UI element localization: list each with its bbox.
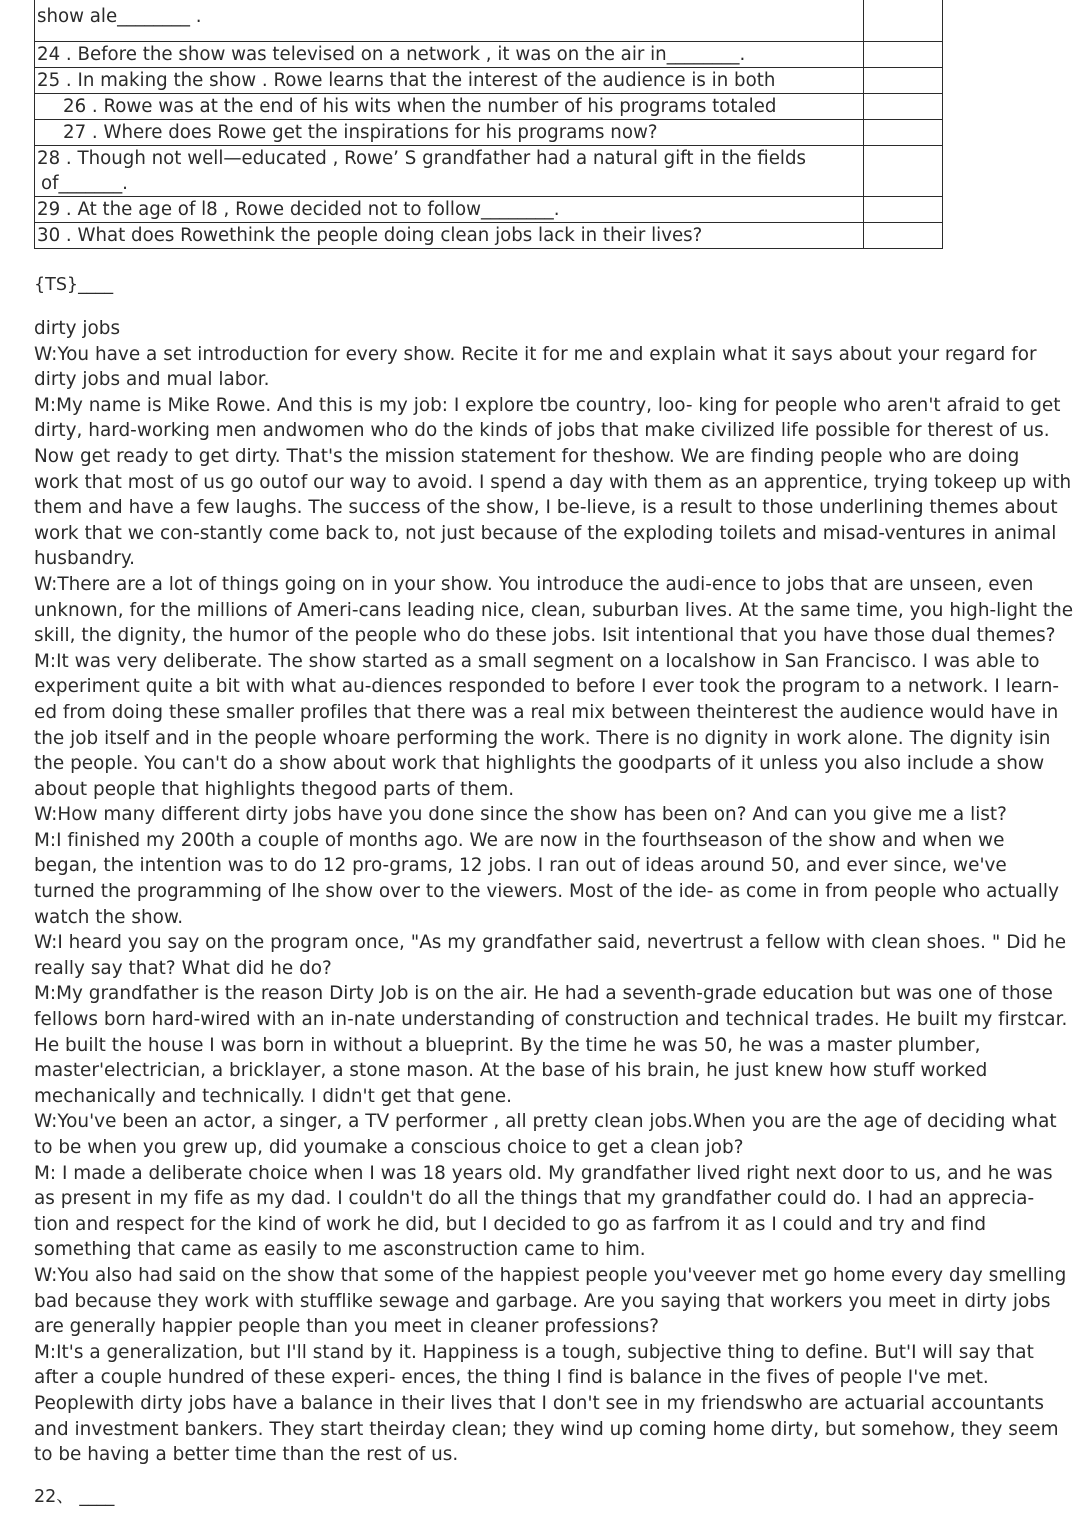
question-cell — [35, 223, 864, 249]
transcript-line: dirty jobs — [34, 318, 121, 339]
answer-cell — [864, 0, 943, 42]
transcript-line: M:It was very deliberate. The show started as a small segment on a localshow in San Francisco. I was able to — [34, 650, 1040, 672]
question-table — [34, 0, 943, 249]
transcript-line: to be when you grew up, did youmake a conscious choice to get a clean job? — [34, 1137, 744, 1158]
transcript-line: ed from doing these smaller profiles that there was a real mix between theinterest the audience would have in — [34, 701, 1059, 723]
transcript-line: the job itself and in the people whoare performing the work. There is no dignity in work alone. The dignity isin — [34, 727, 1051, 749]
question-cell — [35, 68, 864, 94]
transcript-line: husbandry. — [34, 548, 136, 570]
transcript-line: He built the house I was born in without a blueprint. By the time he was 50, he was a master plumber, — [34, 1034, 981, 1056]
transcript-line: W:You also had said on the show that some of the happiest people you'veever met go home every day smelling — [34, 1264, 1067, 1286]
table-row — [35, 42, 943, 68]
answer-cell — [864, 42, 943, 68]
transcript-line: turned the programming of lhe show over to the viewers. Most of the ide- as come in from people who actually — [34, 881, 1059, 903]
transcript-line: are generally happier people than you meet in cleaner professions? — [34, 1316, 659, 1338]
transcript-line: master'electrician, a bricklayer, a stone mason. At the base of his brain, he just knew how stuff worked — [34, 1060, 988, 1082]
transcript-line: watch the show. — [34, 906, 184, 928]
transcript-line: began, the intention was to do 12 pro-grams, 12 jobs. I ran out of ideas around 50, and ever since, we've — [34, 855, 1007, 877]
question-cell — [35, 94, 864, 120]
table-row — [35, 223, 943, 249]
question-cell — [35, 120, 864, 146]
transcript-line: W:You've been an actor, a singer, a TV performer , all pretty clean jobs.When you are the age of deciding what — [34, 1111, 1057, 1133]
transcript-line: Now get ready to get dirty. That's the mission statement for theshow. We are finding people who are doing — [34, 445, 1020, 467]
question-text: 30 . What does Rowethink the people doing clean jobs lack in their lives? — [37, 225, 703, 246]
transcript-line: mechanically and technically. I didn't get that gene. — [34, 1085, 513, 1107]
question-22-blank: 22、 ____ — [34, 1487, 115, 1507]
answer-cell — [864, 120, 943, 146]
transcript-line: M:My name is Mike Rowe. And this is my job: I explore tbe country, loo- king for people who aren't afraid to get — [34, 394, 1061, 416]
transcript-line: and investment bankers. They start theirday clean; they wind up coming home dirty, but somehow, they seem — [34, 1418, 1059, 1440]
question-cell — [35, 42, 864, 68]
question-text: show ale________ . — [37, 6, 202, 27]
transcript-line: W:I heard you say on the program once, "As my grandfather said, nevertrust a fellow with clean shoes. " Did he — [34, 932, 1067, 954]
table-row — [35, 120, 943, 146]
question-text-continued: of_______. — [41, 173, 128, 194]
question-text: 24 . Before the show was televised on a network , it was on the air in________. — [37, 44, 746, 65]
question-text: 29 . At the age of l8 , Rowe decided not to follow________. — [37, 199, 560, 220]
transcript-text — [34, 316, 1074, 1468]
transcript-line: about people that highlights thegood parts of them. — [34, 778, 515, 800]
question-text: 28 . Though not well—educated , Rowe’ S grandfather had a natural gift in the fields — [37, 148, 806, 169]
transcript-line: W:You have a set introduction for every show. Recite it for me and explain what it says about your regard for — [34, 343, 1037, 365]
answer-cell — [864, 146, 943, 197]
table-row — [35, 0, 943, 42]
transcript-line: W:How many different dirty jobs have you done since the show has been on? And can you give me a list? — [34, 804, 1007, 826]
transcript-line: the people. You can't do a show about work that highlights the goodparts of it unless you also include a show — [34, 753, 1045, 775]
question-cell — [35, 0, 864, 42]
transcript-line: tion and respect for the kind of work he did, but I decided to go as farfrom it as I could and try and find — [34, 1213, 987, 1235]
transcript-line: to be having a better time than the rest of us. — [34, 1444, 459, 1466]
transcript-line: unknown, for the millions of Ameri-cans leading nice, clean, suburban lives. At the same time, you high-light the — [34, 599, 1074, 621]
transcript-line: M:It's a generalization, but I'll stand by it. Happiness is a tough, subjective thing to define. But'I will say that — [34, 1341, 1034, 1363]
transcript-line: skill, the dignity, the humor of the people who do these jobs. Isit intentional that you have those dual themes? — [34, 625, 1056, 647]
question-text: 26 . Rowe was at the end of his wits when the number of his programs totaled — [63, 96, 777, 117]
transcript-line: work that most of us go outof our way to avoid. I spend a day with them as an apprentice, trying tokeep up with — [34, 471, 1072, 493]
transcript-line: M:I finished my 200th a couple of months ago. We are now in the fourthseason of the show and when we — [34, 829, 1005, 851]
question-cell — [35, 146, 864, 197]
transcript-line: M: I made a deliberate choice when I was 18 years old. My grandfather lived right next door to us, and he was — [34, 1162, 1053, 1184]
answer-cell — [864, 68, 943, 94]
transcript-line: W:There are a lot of things going on in your show. You introduce the audi-ence to jobs that are unseen, even — [34, 573, 1034, 595]
answer-cell — [864, 94, 943, 120]
question-cell — [35, 197, 864, 223]
question-text: 27 . Where does Rowe get the inspirations for his programs now? — [63, 122, 658, 143]
table-row — [35, 197, 943, 223]
ts-label: {TS}____ — [34, 275, 114, 295]
transcript-line: as present in my fife as my dad. I couldn't do all the things that my grandfather could do. I had an apprecia- — [34, 1188, 1035, 1210]
transcript-line: experiment quite a bit with what au-diences responded to before I ever took the program to a network. I learn- — [34, 676, 1060, 698]
transcript-line: dirty jobs and mual labor. — [34, 369, 270, 391]
transcript-line: them and have a few laughs. The success of the show, I be-lieve, is a result to those underlining themes about — [34, 497, 1058, 519]
transcript-line: dirty, hard-working men andwomen who do the kinds of jobs that make civilized life possible for therest of us. — [34, 420, 1050, 442]
table-row — [35, 146, 943, 197]
transcript-line: M:My grandfather is the reason Dirty Job is on the air. He had a seventh-grade education but was one of those — [34, 983, 1053, 1005]
table-row — [35, 94, 943, 120]
transcript-line: something that came as easily to me asconstruction came to him. — [34, 1239, 646, 1261]
answer-cell — [864, 197, 943, 223]
transcript-line: work that we con-stantly come back to, not just because of the exploding toilets and misad-ventures in animal — [34, 522, 1057, 544]
answer-cell — [864, 223, 943, 249]
transcript-line: bad because they work with stufflike sewage and garbage. Are you saying that workers you meet in dirty jobs — [34, 1290, 1051, 1312]
transcript-line: after a couple hundred of these experi- ences, the thing I find is balance in the fives of people I've met. — [34, 1367, 989, 1389]
transcript-line: Peoplewith dirty jobs have a balance in their lives that I don't see in my friendswho are actuarial accountants — [34, 1392, 1045, 1414]
transcript-line: really say that? What did he do? — [34, 957, 332, 979]
transcript-line: fellows born hard-wired with an in-nate understanding of construction and technical trades. He built my firstcar. — [34, 1009, 1068, 1031]
table-row — [35, 68, 943, 94]
question-text: 25 . In making the show . Rowe learns that the interest of the audience is in both — [37, 70, 776, 91]
